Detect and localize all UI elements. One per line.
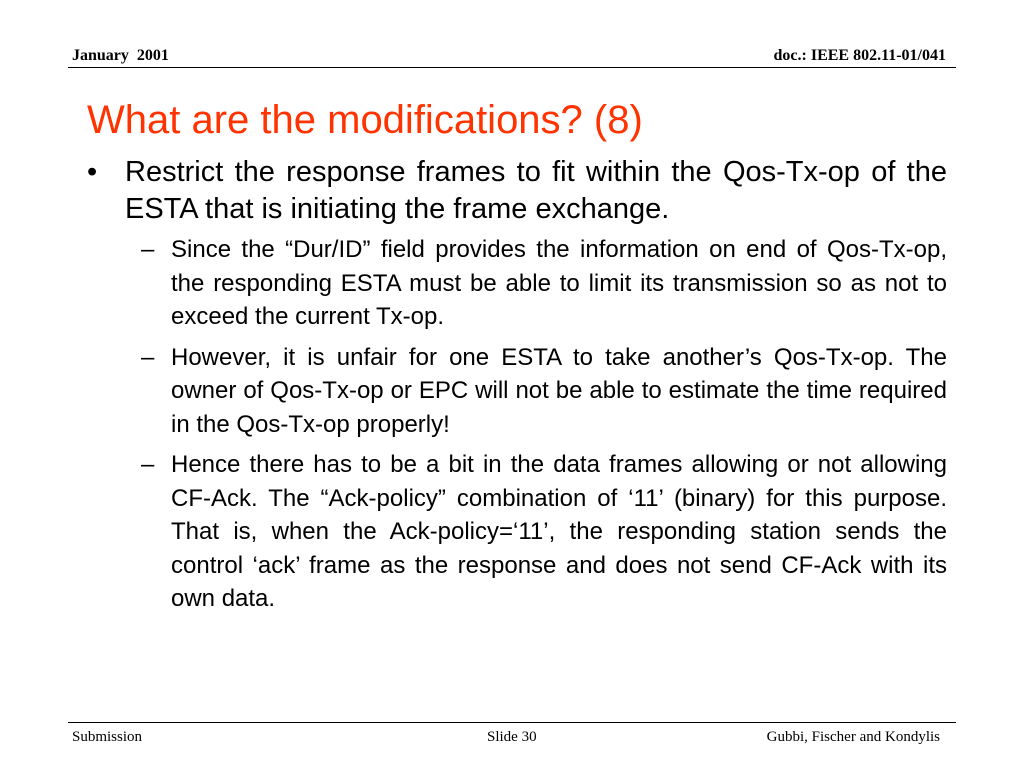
sub-bullet-text: Since the “Dur/ID” field provides the information on end of Qos-Tx-op, the responding ESTA must be able to limit its transmission so as not to exceed the current Tx-op. (171, 236, 947, 330)
dash-mark: – (141, 343, 155, 371)
sub-bullet-text: Hence there has to be a bit in the data frames allowing or not allowing CF-Ack. The “Ack-policy” combination of ‘11’ (binary) for this purpose. That is, when the Ack-policy=‘11’, the responding station sends the control ‘ack’ frame as the response and does not send CF-Ack with its own data. (171, 451, 947, 612)
footer-slide-number: Slide 30 (487, 729, 537, 745)
footer-submission: Submission (72, 729, 143, 745)
footer-authors: Gubbi, Fischer and Kondylis (766, 729, 940, 745)
dash-mark: – (141, 236, 155, 263)
dash-mark: – (141, 451, 155, 478)
sub-bullet-item (141, 341, 947, 442)
header-doc-number: doc.: IEEE 802.11-01/041 (773, 47, 946, 64)
footer-divider (68, 722, 956, 723)
header-divider (68, 67, 956, 68)
bullet-item (87, 154, 947, 228)
bullet-mark: • (87, 156, 98, 188)
sub-bullet-item (141, 448, 947, 616)
bullet-text: Restrict the response frames to fit within the Qos-Tx-op of the ESTA that is initiating the frame exchange. (125, 156, 947, 225)
slide-body (87, 154, 947, 623)
slide-title: What are the modifications? (8) (87, 98, 643, 142)
sub-bullet-text: However, it is unfair for one ESTA to take another’s Qos-Tx-op. The owner of Qos-Tx-op or EPC will not be able to estimate the time required in the Qos-Tx-op properly! (171, 343, 947, 438)
header-date: January 2001 (72, 47, 169, 64)
sub-bullet-item (141, 233, 947, 334)
